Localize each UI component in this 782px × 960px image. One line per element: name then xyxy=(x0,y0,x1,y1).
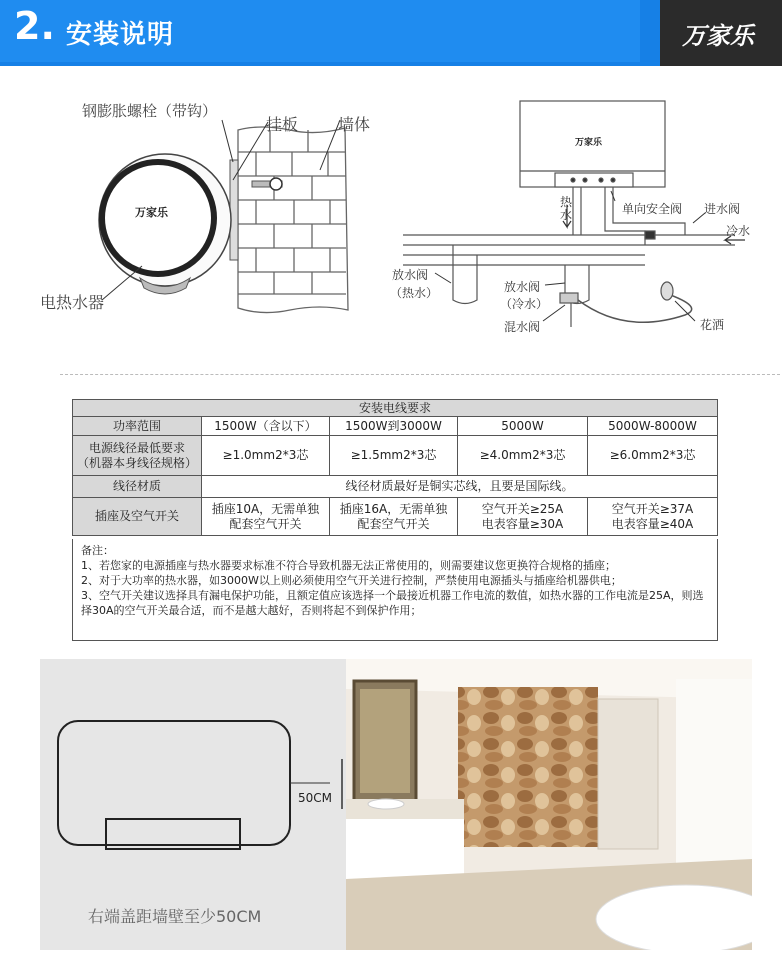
inlet-valve-label: 进水阀 xyxy=(704,202,741,216)
table-cell: 5000W-8000W xyxy=(587,417,717,436)
table-cell: ≥6.0mm2*3芯 xyxy=(587,436,717,476)
table-cell: ≥4.0mm2*3芯 xyxy=(458,436,588,476)
table-row xyxy=(73,498,718,536)
distance-label: 50CM xyxy=(298,791,333,805)
table-row xyxy=(73,436,718,476)
table-cell: ≥1.5mm2*3芯 xyxy=(329,436,457,476)
table-row xyxy=(73,476,718,498)
note-item: 3、空气开关建议选择具有漏电保护功能，且额定值应该选择一个最接近机器工作电流的数值，如热水器的工作电流是25A，则选择30A的空气开关最合适，而不是越大越好，否则将起不到保护作用； xyxy=(81,589,704,617)
wall-mount-diagram xyxy=(30,90,380,320)
heater-brand-text: 万家乐 xyxy=(135,206,168,219)
table-cell: 空气开关≥37A 电表容量≥40A xyxy=(587,498,717,536)
table-cell: 5000W xyxy=(458,417,588,436)
table-cell: 1500W到3000W xyxy=(329,417,457,436)
table-cell: 1500W（含以下） xyxy=(201,417,329,436)
bolt-label: 钢膨胀螺栓（带钩） xyxy=(82,102,218,120)
drain-valve-cold-label: 放水阀 xyxy=(504,280,541,294)
table-cell: 插座10A，无需单独 配套空气开关 xyxy=(201,498,329,536)
table-cell: 插座及空气开关 xyxy=(73,498,202,536)
note-item: 1、若您家的电源插座与热水器要求标准不符合导致机器无法正常使用的，则需要建议您更换符合规格的插座； xyxy=(81,559,616,572)
check-valve-label: 单向安全阀 xyxy=(622,202,683,216)
plumbing-heater-brand: 万家乐 xyxy=(575,138,603,148)
heater-side-outline xyxy=(58,721,290,845)
notes-title: 备注： xyxy=(81,544,114,557)
table-cell: 空气开关≥25A 电表容量≥30A xyxy=(458,498,588,536)
table-cell: 线径材质 xyxy=(73,476,202,498)
notes-box xyxy=(72,539,718,641)
bathroom-illustration xyxy=(346,659,752,950)
hanger-label: 挂板 xyxy=(266,115,299,134)
clearance-caption: 右端盖距墙壁至少50CM xyxy=(88,907,262,926)
brick-wall xyxy=(238,127,348,313)
table-cell: ≥1.0mm2*3芯 xyxy=(201,436,329,476)
table-title: 安装电线要求 xyxy=(73,400,718,417)
table-cell: 电源线径最低要求 （机器本身线径规格） xyxy=(73,436,202,476)
table-cell: 插座16A，无需单独 配套空气开关 xyxy=(329,498,457,536)
bathroom-photo xyxy=(346,659,752,950)
table-cell: 线径材质最好是铜实芯线，且要是国际线。 xyxy=(201,476,717,498)
page-title: 安装说明 xyxy=(66,20,175,50)
drain-valve-hot-label: 放水阀 xyxy=(392,268,429,282)
brand-logo: 万家乐 xyxy=(682,22,754,50)
plumbing-diagram xyxy=(395,95,760,340)
heater-label: 电热水器 xyxy=(40,293,105,312)
note-item: 2、对于大功率的热水器，如3000W以上则必须使用空气开关进行控制，严禁使用电源插头与插座给机器供电； xyxy=(81,574,622,587)
hanger-plate xyxy=(230,160,238,260)
cold-water-label: 冷水 xyxy=(726,224,751,238)
wall-label: 墙体 xyxy=(338,115,371,134)
mixing-valve-label: 混水阀 xyxy=(504,320,541,334)
section-number: 2. xyxy=(14,4,55,48)
table-row xyxy=(73,417,718,436)
brand-badge xyxy=(660,0,782,66)
hot-water-label: 热 水 xyxy=(560,195,573,222)
shower-label: 花洒 xyxy=(700,318,725,332)
table-cell: 功率范围 xyxy=(73,417,202,436)
wiring-requirements-table xyxy=(72,399,718,536)
section-divider xyxy=(60,374,780,375)
drain-valve-cold-sub: （冷水） xyxy=(500,297,549,311)
drain-valve-hot-sub: （热水） xyxy=(390,286,439,300)
